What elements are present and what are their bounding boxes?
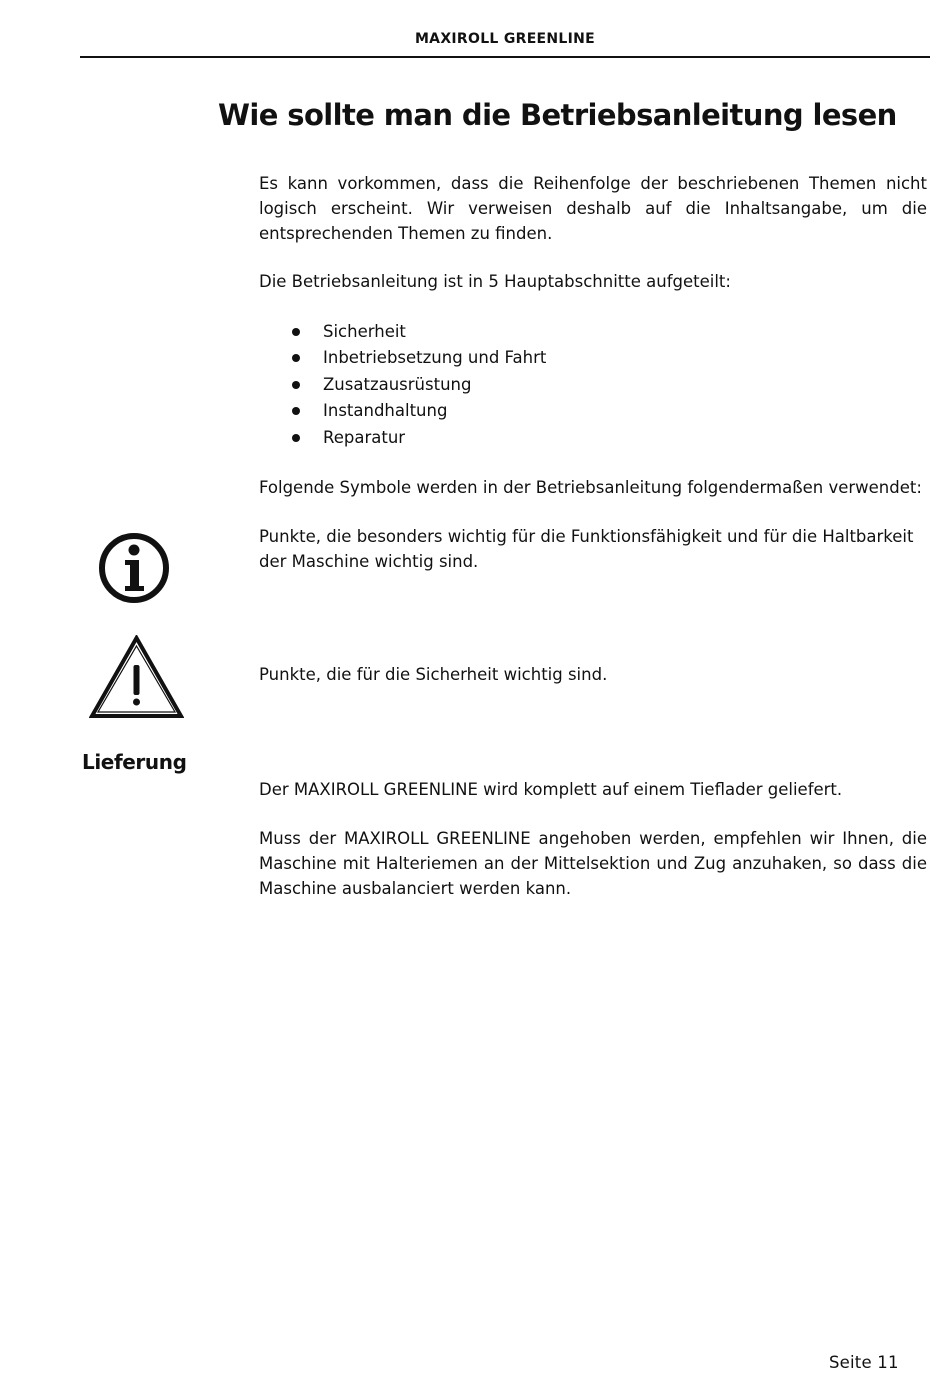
page-title: Wie sollte man die Betriebsanleitung lesen xyxy=(218,98,897,132)
sections-intro: Die Betriebsanleitung ist in 5 Hauptabschnitte aufgeteilt: xyxy=(259,272,731,291)
list-item: Sicherheit xyxy=(259,319,546,345)
list-item: Zusatzausrüstung xyxy=(259,372,546,398)
page-number: Seite 11 xyxy=(829,1353,899,1372)
delivery-paragraph-2: Muss der MAXIROLL GREENLINE angehoben werden, empfehlen wir Ihnen, die Maschine mit Halteriemen an der Mittelsektion und Zug anzuhaken, so dass die Maschine ausbalanciert werden kann. xyxy=(259,829,927,898)
bullet-icon xyxy=(292,354,300,362)
section-heading-lieferung: Lieferung xyxy=(82,750,187,774)
info-icon xyxy=(97,531,171,609)
warning-triangle-icon xyxy=(89,635,184,723)
symbols-intro: Folgende Symbole werden in der Betriebsanleitung folgendermaßen verwendet: xyxy=(259,478,922,497)
bullet-icon xyxy=(292,328,300,336)
header-rule xyxy=(80,56,930,58)
delivery-paragraph-1: Der MAXIROLL GREENLINE wird komplett auf einem Tieflader geliefert. xyxy=(259,780,843,799)
list-item: Inbetriebsetzung und Fahrt xyxy=(259,345,546,371)
bullet-icon xyxy=(292,434,300,442)
sections-list xyxy=(259,319,546,451)
info-text: Punkte, die besonders wichtig für die Funktionsfähigkeit und für die Haltbarkeit der Maschine wichtig sind. xyxy=(259,527,914,571)
list-item: Instandhaltung xyxy=(259,398,546,424)
bullet-icon xyxy=(292,381,300,389)
header-title: MAXIROLL GREENLINE xyxy=(414,31,596,47)
bullet-icon xyxy=(292,407,300,415)
intro-paragraph: Es kann vorkommen, dass die Reihenfolge der beschriebenen Themen nicht logisch erscheint. Wir verweisen deshalb auf die Inhaltsangabe, um die entsprechenden Themen zu finden. xyxy=(259,174,927,243)
list-item: Reparatur xyxy=(259,425,546,451)
warning-text: Punkte, die für die Sicherheit wichtig sind. xyxy=(259,665,608,684)
